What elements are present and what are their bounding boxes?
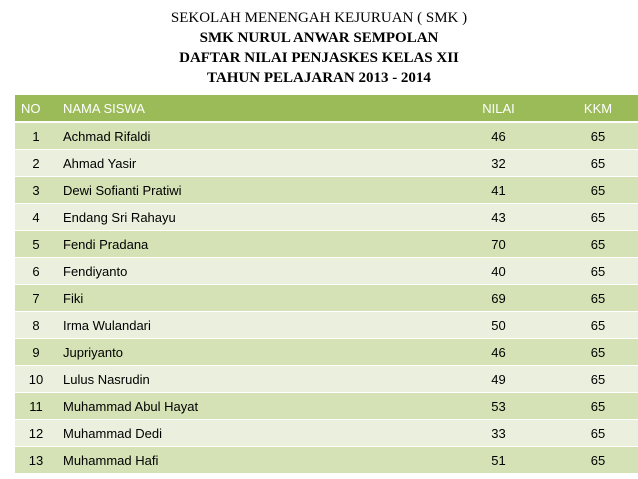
cell-kkm: 65 (548, 366, 638, 393)
table-row (15, 150, 638, 177)
table-row (15, 231, 638, 258)
cell-name: Achmad Rifaldi (57, 122, 449, 150)
table-row (15, 447, 638, 474)
table-row (15, 393, 638, 420)
cell-kkm: 65 (548, 122, 638, 150)
cell-kkm: 65 (548, 231, 638, 258)
cell-name: Endang Sri Rahayu (57, 204, 449, 231)
cell-no: 2 (15, 150, 57, 177)
cell-nilai: 51 (449, 447, 548, 474)
cell-kkm: 65 (548, 204, 638, 231)
cell-no: 1 (15, 122, 57, 150)
cell-no: 10 (15, 366, 57, 393)
table-row (15, 177, 638, 204)
table-header-row (15, 95, 638, 122)
cell-name: Fendiyanto (57, 258, 449, 285)
cell-kkm: 65 (548, 150, 638, 177)
cell-no: 13 (15, 447, 57, 474)
table-row (15, 204, 638, 231)
table-row (15, 312, 638, 339)
cell-no: 9 (15, 339, 57, 366)
cell-name: Ahmad Yasir (57, 150, 449, 177)
cell-kkm: 65 (548, 420, 638, 447)
cell-kkm: 65 (548, 312, 638, 339)
cell-nilai: 49 (449, 366, 548, 393)
cell-name: Irma Wulandari (57, 312, 449, 339)
table-row (15, 122, 638, 150)
cell-nilai: 40 (449, 258, 548, 285)
cell-name: Fendi Pradana (57, 231, 449, 258)
cell-no: 6 (15, 258, 57, 285)
column-header-no: NO (15, 95, 57, 122)
table-row (15, 285, 638, 312)
cell-nilai: 70 (449, 231, 548, 258)
cell-name: Muhammad Abul Hayat (57, 393, 449, 420)
grade-list-title: DAFTAR NILAI PENJASKES KELAS XII (179, 50, 459, 66)
cell-name: Muhammad Hafi (57, 447, 449, 474)
cell-kkm: 65 (548, 285, 638, 312)
cell-name: Muhammad Dedi (57, 420, 449, 447)
cell-nilai: 41 (449, 177, 548, 204)
cell-nilai: 32 (449, 150, 548, 177)
column-header-kkm: KKM (548, 95, 638, 122)
document-header (0, 8, 638, 88)
cell-nilai: 33 (449, 420, 548, 447)
school-name-title: SMK NURUL ANWAR SEMPOLAN (199, 30, 439, 46)
cell-no: 4 (15, 204, 57, 231)
cell-name: Jupriyanto (57, 339, 449, 366)
cell-name: Dewi Sofianti Pratiwi (57, 177, 449, 204)
cell-nilai: 46 (449, 122, 548, 150)
table-row (15, 366, 638, 393)
cell-no: 12 (15, 420, 57, 447)
cell-no: 3 (15, 177, 57, 204)
cell-kkm: 65 (548, 258, 638, 285)
column-header-name: NAMA SISWA (57, 95, 449, 122)
cell-nilai: 53 (449, 393, 548, 420)
table-row (15, 339, 638, 366)
cell-name: Fiki (57, 285, 449, 312)
academic-year-title: TAHUN PELAJARAN 2013 - 2014 (207, 70, 431, 86)
cell-kkm: 65 (548, 177, 638, 204)
table-row (15, 258, 638, 285)
cell-kkm: 65 (548, 393, 638, 420)
cell-no: 7 (15, 285, 57, 312)
cell-no: 5 (15, 231, 57, 258)
cell-no: 8 (15, 312, 57, 339)
cell-nilai: 46 (449, 339, 548, 366)
column-header-nilai: NILAI (449, 95, 548, 122)
cell-name: Lulus Nasrudin (57, 366, 449, 393)
cell-kkm: 65 (548, 339, 638, 366)
cell-kkm: 65 (548, 447, 638, 474)
grades-table (15, 95, 638, 474)
cell-nilai: 43 (449, 204, 548, 231)
cell-nilai: 69 (449, 285, 548, 312)
cell-nilai: 50 (449, 312, 548, 339)
school-type-title: SEKOLAH MENENGAH KEJURUAN ( SMK ) (170, 10, 468, 26)
table-row (15, 420, 638, 447)
cell-no: 11 (15, 393, 57, 420)
